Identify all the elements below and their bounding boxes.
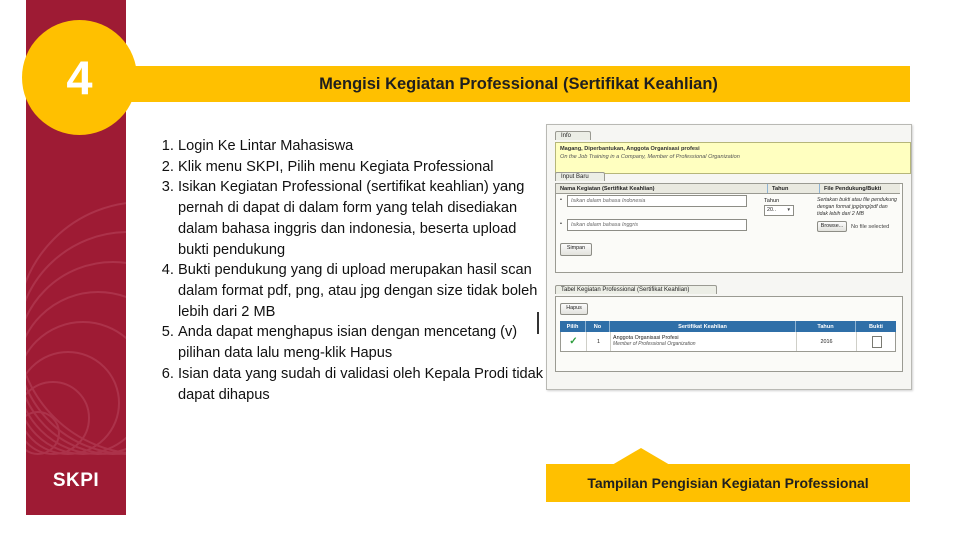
row-sertifikat-en: Member of Professional Organization — [613, 341, 696, 347]
caption-text: Tampilan Pengisian Kegiatan Professional — [587, 475, 869, 491]
form-header-activity: Nama Kegiatan (Sertifikat Keahlian) — [556, 184, 768, 193]
file-icon[interactable] — [872, 336, 882, 348]
row-checkbox[interactable] — [561, 332, 587, 351]
save-button[interactable]: Simpan — [560, 243, 592, 256]
table-header-row — [560, 321, 896, 332]
caption-notch — [612, 448, 670, 465]
sidebar-label-skpi: SKPI — [52, 470, 100, 491]
column-header-no: No — [586, 321, 610, 332]
chevron-down-icon: ▼ — [786, 207, 791, 212]
page-title: Mengisi Kegiatan Professional (Sertifikat Keahlian) — [319, 74, 718, 93]
row-no: 1 — [587, 332, 611, 351]
title-banner — [127, 66, 910, 102]
info-text-en: On the Job Training in a Company, Member of Professional Organization — [560, 153, 740, 160]
form-header-row — [556, 184, 900, 194]
column-header-tahun: Tahun — [796, 321, 856, 332]
bullet-icon-id: • — [560, 197, 562, 203]
file-upload-note: Sertakan bukti atau file pendukung dengan format jpg/png/pdf dan tidak lebih dari 2 MB — [817, 197, 897, 218]
row-sertifikat-id: Anggota Organisasi Profesi — [613, 335, 679, 341]
list-item: 4. Bukti pendukung yang di upload merupakan hasil scan dalam format pdf, png, atau jpg dengan size tidak boleh lebih dari 2 MB — [178, 260, 546, 322]
year-label: Tahun — [764, 198, 780, 204]
tab-table-kegiatan[interactable]: Tabel Kegiatan Professional (Sertifikat Keahlian) — [555, 285, 717, 294]
info-text-id: Magang, Diperbantukan, Anggota Organisasi profesi — [560, 146, 700, 152]
activity-en-input[interactable]: Isikan dalam bahasa Inggris — [567, 219, 747, 231]
info-box — [555, 142, 911, 174]
column-header-bukti: Bukti — [869, 323, 883, 330]
tab-info[interactable]: Info — [555, 131, 591, 140]
year-value: 20.. — [767, 207, 776, 213]
file-status-text: No file selected — [851, 224, 890, 230]
form-header-file: File Pendukung/Bukti — [824, 185, 882, 192]
list-item: 5. Anda dapat menghapus isian dengan mencetang (v) pilihan data lalu meng-klik Hapus — [178, 322, 546, 363]
list-item: 3. Isikan Kegiatan Professional (sertifikat keahlian) yang pernah di dapat di dalam form yang telah disediakan dalam bahasa inggris dan indonesia, beserta upload bukti pendukung — [178, 177, 546, 260]
table-row[interactable] — [560, 332, 896, 352]
column-header-sertifikat: Sertifikat Keahlian — [610, 321, 796, 332]
decorative-arcs — [26, 195, 126, 455]
column-header-pilih: Pilih — [560, 321, 586, 332]
delete-button[interactable]: Hapus — [560, 303, 588, 315]
row-bukti[interactable] — [857, 332, 897, 351]
caption-banner — [546, 464, 910, 502]
steps-list — [146, 136, 546, 405]
row-sertifikat — [611, 332, 797, 351]
activity-id-input[interactable]: Isikan dalam bahasa Indonesia — [567, 195, 747, 207]
bullet-icon-en: • — [560, 221, 562, 227]
year-select[interactable] — [764, 205, 794, 216]
list-item: 2. Klik menu SKPI, Pilih menu Kegiata Professional — [178, 157, 546, 178]
text-cursor — [537, 312, 539, 334]
app-screenshot-mock — [546, 124, 912, 390]
slide-number-badge: 4 — [22, 20, 137, 135]
check-icon: ✓ — [569, 335, 578, 347]
list-item: 6. Isian data yang sudah di validasi oleh Kepala Prodi tidak dapat dihapus — [178, 364, 546, 405]
tab-input-baru[interactable]: Input Baru — [555, 172, 605, 181]
row-tahun: 2016 — [797, 332, 857, 351]
form-header-year: Tahun — [768, 184, 820, 193]
browse-button[interactable]: Browse... — [817, 221, 847, 232]
list-item: 1. Login Ke Lintar Mahasiswa — [178, 136, 546, 157]
